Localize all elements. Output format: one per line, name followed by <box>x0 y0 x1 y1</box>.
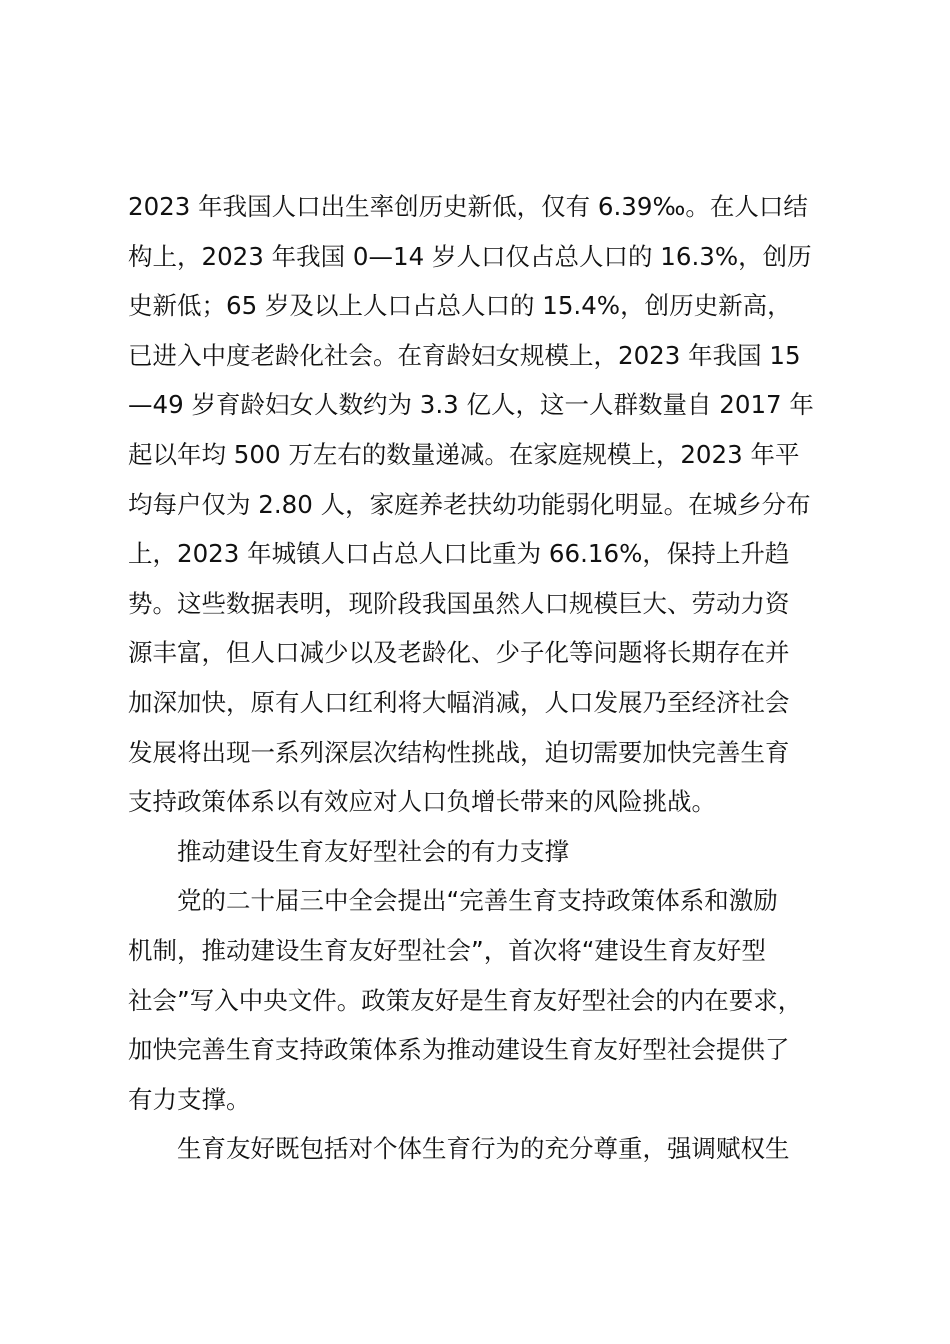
text-line <box>128 281 834 331</box>
text-line-content: 上，2023 年城镇人口占总人口比重为 66.16%，保持上升趋 <box>128 539 790 569</box>
text-line <box>128 628 834 678</box>
section-heading-text: 推动建设生育友好型社会的有力支撑 <box>177 836 569 866</box>
text-line-content: 构上，2023 年我国 0—14 岁人口仅占总人口的 16.3%，创历 <box>128 241 812 271</box>
text-line-content: 加深加快，原有人口红利将大幅消减，人口发展乃至经济社会 <box>128 687 790 717</box>
text-line-content: 均每户仅为 2.80 人，家庭养老扶幼功能弱化明显。在城乡分布 <box>128 489 811 519</box>
text-line <box>128 728 834 778</box>
text-line-content: 生育友好既包括对个体生育行为的充分尊重，强调赋权生 <box>177 1134 790 1164</box>
text-line-content: —49 岁育龄妇女人数约为 3.3 亿人，这一人群数量自 2017 年 <box>128 390 814 420</box>
text-line <box>128 1124 834 1174</box>
text-line <box>128 380 834 430</box>
text-line-content: 源丰富，但人口减少以及老龄化、少子化等问题将长期存在并 <box>128 638 790 668</box>
text-line-content: 加快完善生育支持政策体系为推动建设生育友好型社会提供了 <box>128 1035 790 1065</box>
text-line-content: 势。这些数据表明，现阶段我国虽然人口规模巨大、劳动力资 <box>128 588 790 618</box>
text-line <box>128 876 834 926</box>
text-line <box>128 529 834 579</box>
text-line <box>128 926 834 976</box>
text-line <box>128 182 834 232</box>
text-line-content: 机制，推动建设生育友好型社会”，首次将“建设生育友好型 <box>128 935 766 965</box>
text-line <box>128 430 834 480</box>
text-line <box>128 777 834 827</box>
text-line-content: 史新低；65 岁及以上人口占总人口的 15.4%，创历史新高， <box>128 291 792 321</box>
text-line <box>128 232 834 282</box>
text-line-content: 已进入中度老龄化社会。在育龄妇女规模上，2023 年我国 15 <box>128 340 801 370</box>
text-line <box>128 480 834 530</box>
text-line-content: 党的二十届三中全会提出“完善生育支持政策体系和激励 <box>177 886 778 916</box>
text-line-content: 支持政策体系以有效应对人口负增长带来的风险挑战。 <box>128 787 716 817</box>
text-line-content: 有力支撑。 <box>128 1084 251 1114</box>
text-line <box>128 976 834 1026</box>
text-line <box>128 579 834 629</box>
text-line <box>128 331 834 381</box>
section-heading <box>128 827 834 877</box>
text-line-content: 起以年均 500 万左右的数量递减。在家庭规模上，2023 年平 <box>128 439 800 469</box>
text-line <box>128 1025 834 1075</box>
body-text <box>128 182 834 1174</box>
text-line <box>128 1075 834 1125</box>
text-line <box>128 678 834 728</box>
text-line-content: 发展将出现一系列深层次结构性挑战，迫切需要加快完善生育 <box>128 737 790 767</box>
text-line-content: 2023 年我国人口出生率创历史新低，仅有 6.39‰。在人口结 <box>128 192 808 221</box>
text-line-content: 社会”写入中央文件。政策友好是生育友好型社会的内在要求， <box>128 985 803 1015</box>
